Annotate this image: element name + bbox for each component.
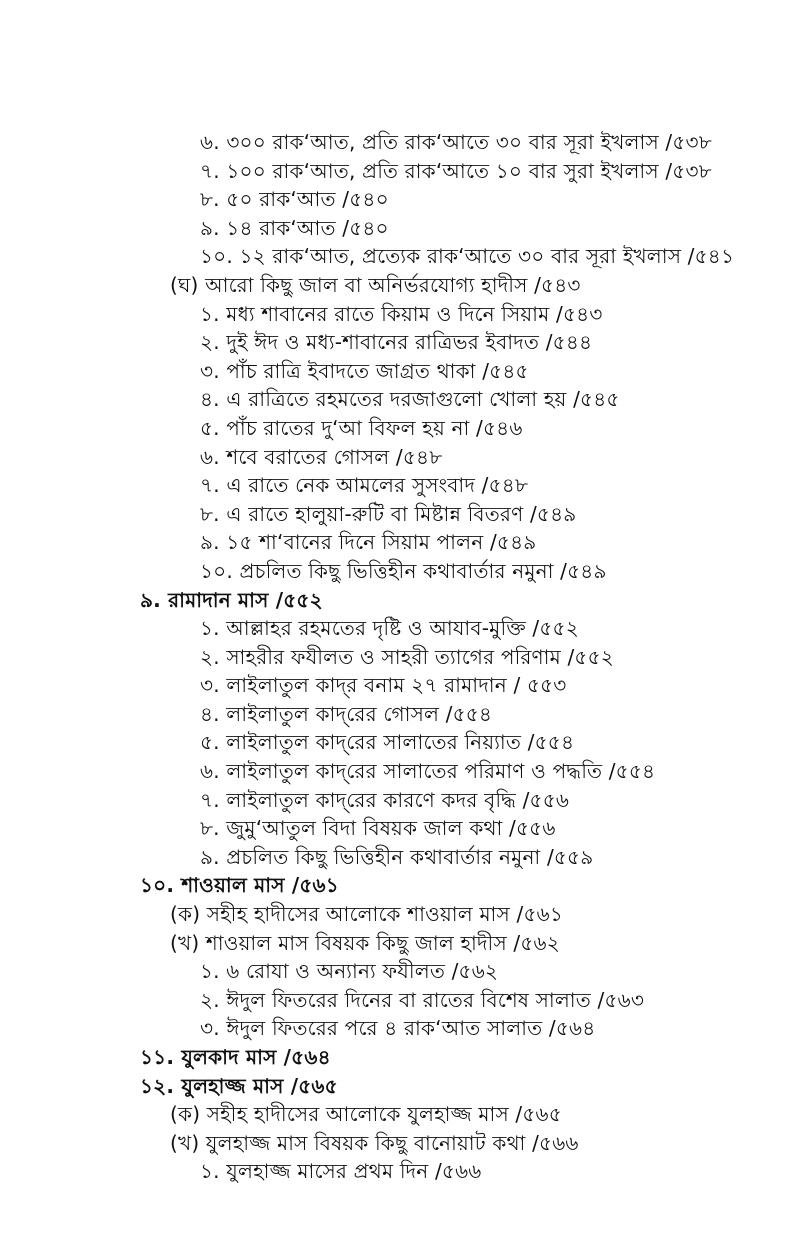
toc-item-entry: ৮. এ রাতে হালুয়া-রুটি বা মিষ্টান্ন বিতরণ /৫৪৯	[200, 501, 577, 526]
toc-item-entry: ৯. ১৫ শা‘বানের দিনে সিয়াম পালন /৫৪৯	[200, 530, 537, 555]
toc-item-entry: ১. আল্লাহর রহমতের দৃষ্টি ও আযাব-মুক্তি /৫৫২	[200, 616, 579, 641]
toc-item-entry: ৫. পাঁচ রাতের দু‘আ বিফল হয় না /৫৪৬	[200, 415, 523, 440]
toc-chapter-entry: ১০. শাওয়াল মাস /৫৬১	[140, 873, 339, 898]
toc-item-entry: ১০. ১২ রাক‘আত, প্রত্যেক রাক‘আতে ৩০ বার সূরা ইখলাস /৫৪১	[200, 244, 735, 269]
toc-item-entry: ৭. এ রাতে নেক আমলের সুসংবাদ /৫৪৮	[200, 473, 529, 498]
toc-item-entry: ৪. এ রাত্রিতে রহমতের দরজাগুলো খোলা হয় /৫৪৫	[200, 387, 620, 412]
toc-item-entry: ৬. ৩০০ রাক‘আত, প্রতি রাক‘আতে ৩০ বার সূরা ইখলাস /৫৩৮	[200, 130, 712, 154]
toc-item-entry: ৬. লাইলাতুল কাদ্‌রের সালাতের পরিমাণ ও পদ্ধতি /৫৫৪	[200, 759, 656, 784]
table-of-contents	[0, 128, 800, 1186]
toc-item-entry: ৩. পাঁচ রাত্রি ইবাদতে জাগ্রত থাকা /৫৪৫	[200, 358, 529, 383]
toc-item-entry: ২. সাহরীর ফযীলত ও সাহরী ত্যাগের পরিণাম /৫৫২	[200, 644, 614, 669]
toc-item-entry: ৮. ৫০ রাক‘আত /৫৪০	[200, 187, 389, 212]
toc-item-entry: ১. যুলহাজ্জ মাসের প্রথম দিন /৫৬৬	[200, 1159, 482, 1184]
toc-chapter-entry: ১২. যুলহাজ্জ মাস /৫৬৫	[140, 1073, 338, 1098]
toc-item-entry: ৯. প্রচলিত কিছু ভিত্তিহীন কথাবার্তার নমুনা /৫৫৯	[200, 844, 594, 869]
toc-item-entry: ৩. লাইলাতুল কাদ্‌র বনাম ২৭ রামাদান / ৫৫৩	[200, 673, 567, 698]
toc-item-entry: ১. ৬ রোযা ও অন্যান্য ফযীলত /৫৬২	[200, 959, 499, 984]
toc-item-entry: ২. ঈদুল ফিতরের দিনের বা রাতের বিশেষ সালাত /৫৬৩	[200, 987, 645, 1012]
toc-section-entry: (খ) যুলহাজ্জ মাস বিষয়ক কিছু বানোয়াট কথা /৫৬৬	[170, 1130, 579, 1155]
toc-item-entry: ১. মধ্য শাবানের রাতে কিয়াম ও দিনে সিয়াম /৫৪৩	[200, 301, 603, 326]
toc-item-entry: ৭. ১০০ রাক‘আত, প্রতি রাক‘আতে ১০ বার সুরা ইখলাস /৫৩৮	[200, 158, 712, 183]
toc-item-entry: ২. দুই ঈদ ও মধ্য-শাবানের রাত্রিভর ইবাদত /৫৪৪	[200, 330, 593, 355]
toc-chapter-entry: ১১. যুলকাদ মাস /৫৬৪	[140, 1045, 331, 1069]
toc-item-entry: ৫. লাইলাতুল কাদ্‌রের সালাতের নিয়্যাত /৫৫৪	[200, 730, 575, 755]
toc-section-entry: (খ) শাওয়াল মাস বিষয়ক কিছু জাল হাদীস /৫৬২	[170, 930, 560, 955]
toc-item-entry: ৯. ১৪ রাক‘আত /৫৪০	[200, 215, 389, 240]
toc-item-entry: ৮. জুমু‘আতুল বিদা বিষয়ক জাল কথা /৫৫৬	[200, 816, 556, 841]
toc-chapter-entry: ৯. রামাদান মাস /৫৫২	[140, 587, 323, 612]
toc-item-entry: ৪. লাইলাতুল কাদ্‌রের গোসল /৫৫৪	[200, 701, 493, 726]
toc-item-entry: ১০. প্রচলিত কিছু ভিত্তিহীন কথাবার্তার নমুনা /৫৪৯	[200, 558, 607, 583]
toc-section-entry: (ক) সহীহ হাদীসের আলোকে শাওয়াল মাস /৫৬১	[170, 902, 564, 927]
toc-section-entry: (ক) সহীহ হাদীসের আলোকে যুলহাজ্জ মাস /৫৬৫	[170, 1102, 562, 1127]
toc-item-entry: ৬. শবে বরাতের গোসল /৫৪৮	[200, 444, 443, 469]
toc-item-entry: ৭. লাইলাতুল কাদ্‌রের কারণে কদর বৃদ্ধি /৫৫৬	[200, 787, 570, 812]
toc-item-entry: ৩. ঈদুল ফিতরের পরে ৪ রাক‘আত সালাত /৫৬৪	[200, 1016, 596, 1041]
toc-section-entry: (ঘ) আরো কিছু জাল বা অনির্ভরযোগ্য হাদীস /৫৪৩	[170, 272, 581, 297]
